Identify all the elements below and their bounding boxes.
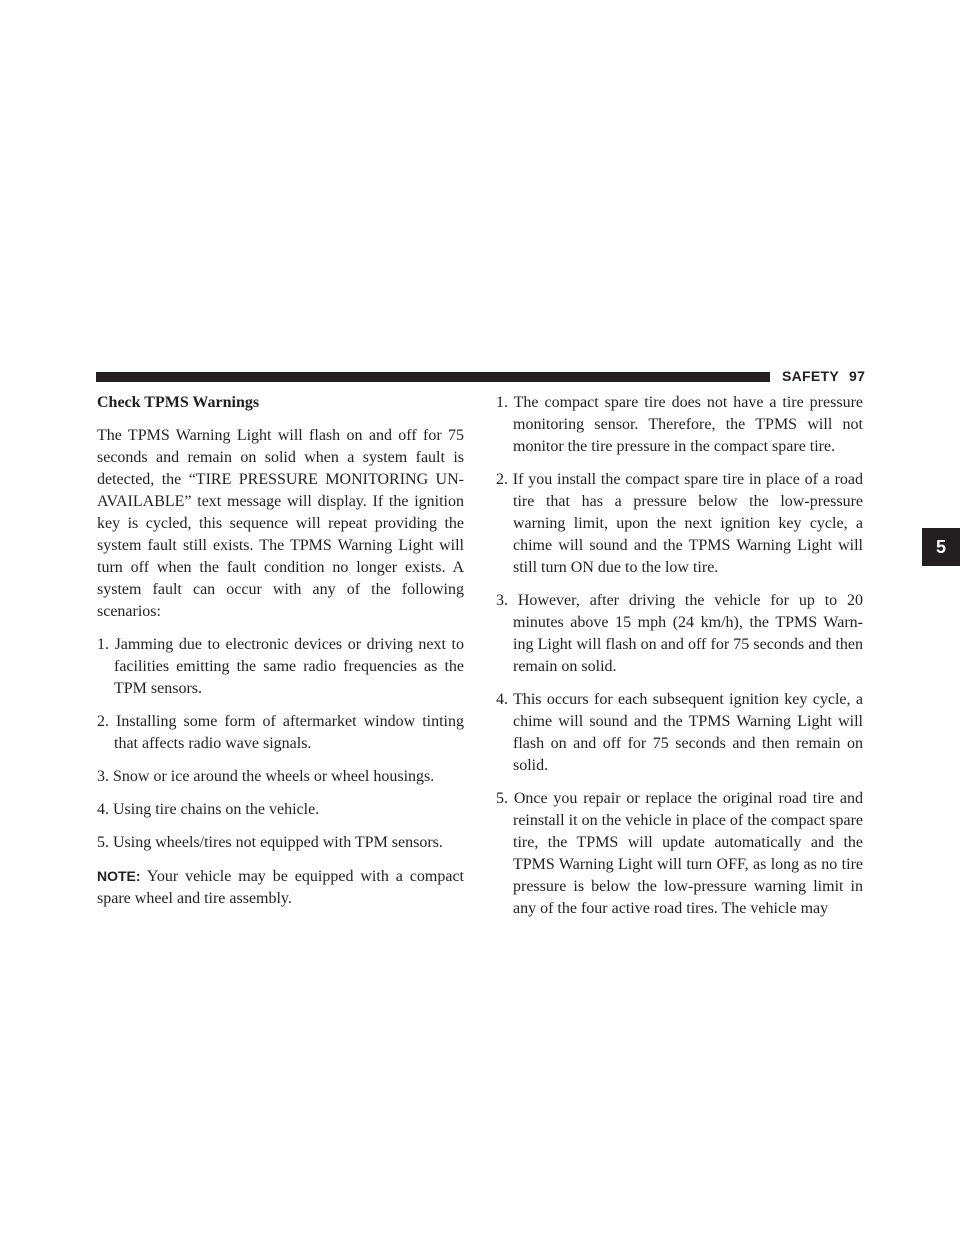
list-item: 2. If you install the compact spare tire in place of a road tire that has a pressure below the low-pressure warning limit, upon the next ignition key cycle, a chime will sound and the TPMS Warning Light will still turn ON due to the low tire. [496, 471, 863, 576]
list-item: 1. The compact spare tire does not have a tire pressure monitoring sensor. Therefore, the TPMS will not monitor the tire pressure in the compact spare tire. [496, 394, 863, 455]
page-number: 97 [849, 368, 866, 384]
list-item: 2. Installing some form of aftermarket window tinting that affects radio wave signals. [97, 713, 464, 752]
section-title: SAFETY [782, 368, 840, 384]
header-rule [96, 372, 770, 382]
section-heading: Check TPMS Warnings [97, 394, 260, 411]
right-column [496, 392, 863, 931]
list-item: 3. Snow or ice around the wheels or wheel housings. [97, 768, 435, 785]
list-item: 1. Jamming due to electronic devices or driving next to facilities emitting the same radio frequencies as the TPM sensors. [97, 636, 464, 697]
fault-scenarios-list [97, 634, 464, 854]
note-paragraph [97, 865, 464, 910]
note-label: NOTE: [97, 868, 141, 884]
chapter-tab: 5 [922, 528, 960, 566]
running-header [782, 368, 865, 384]
left-column [97, 392, 464, 921]
list-item: 5. Once you repair or replace the original road tire and reinstall it on the vehicle in place of the compact spare tire, the TPMS will update automatically and the TPMS Warning Light will turn OFF, as long as no tire pressure is below the low-pressure warning limit in any of the four active road tires. The vehicle may [496, 790, 863, 917]
intro-paragraph: The TPMS Warning Light will flash on and off for 75 seconds and remain on solid when a system fault is detected, the “TIRE PRESSURE MONITORING UN- AVAILABLE” text message will display. If the ignition key is cycled, this sequence will repeat providing the system fault still exists. The TPMS Warning Light will turn off when the fault condition no longer exists. A system fault can occur with any of the following scenarios: [97, 427, 464, 620]
note-text: Your vehicle may be equipped with a compact spare wheel and tire assembly. [97, 868, 464, 907]
list-item: 5. Using wheels/tires not equipped with TPM sensors. [97, 834, 443, 851]
list-item: 4. Using tire chains on the vehicle. [97, 801, 320, 818]
spare-tire-list [496, 392, 863, 920]
list-item: 4. This occurs for each subsequent ignition key cycle, a chime will sound and the TPMS Warning Light will flash on and off for 75 seconds and then remain on solid. [496, 691, 863, 774]
list-item: 3. However, after driving the vehicle for up to 20 minutes above 15 mph (24 km/h), the TPMS Warn- ing Light will flash on and off for 75 seconds and then remain on solid. [496, 592, 863, 675]
